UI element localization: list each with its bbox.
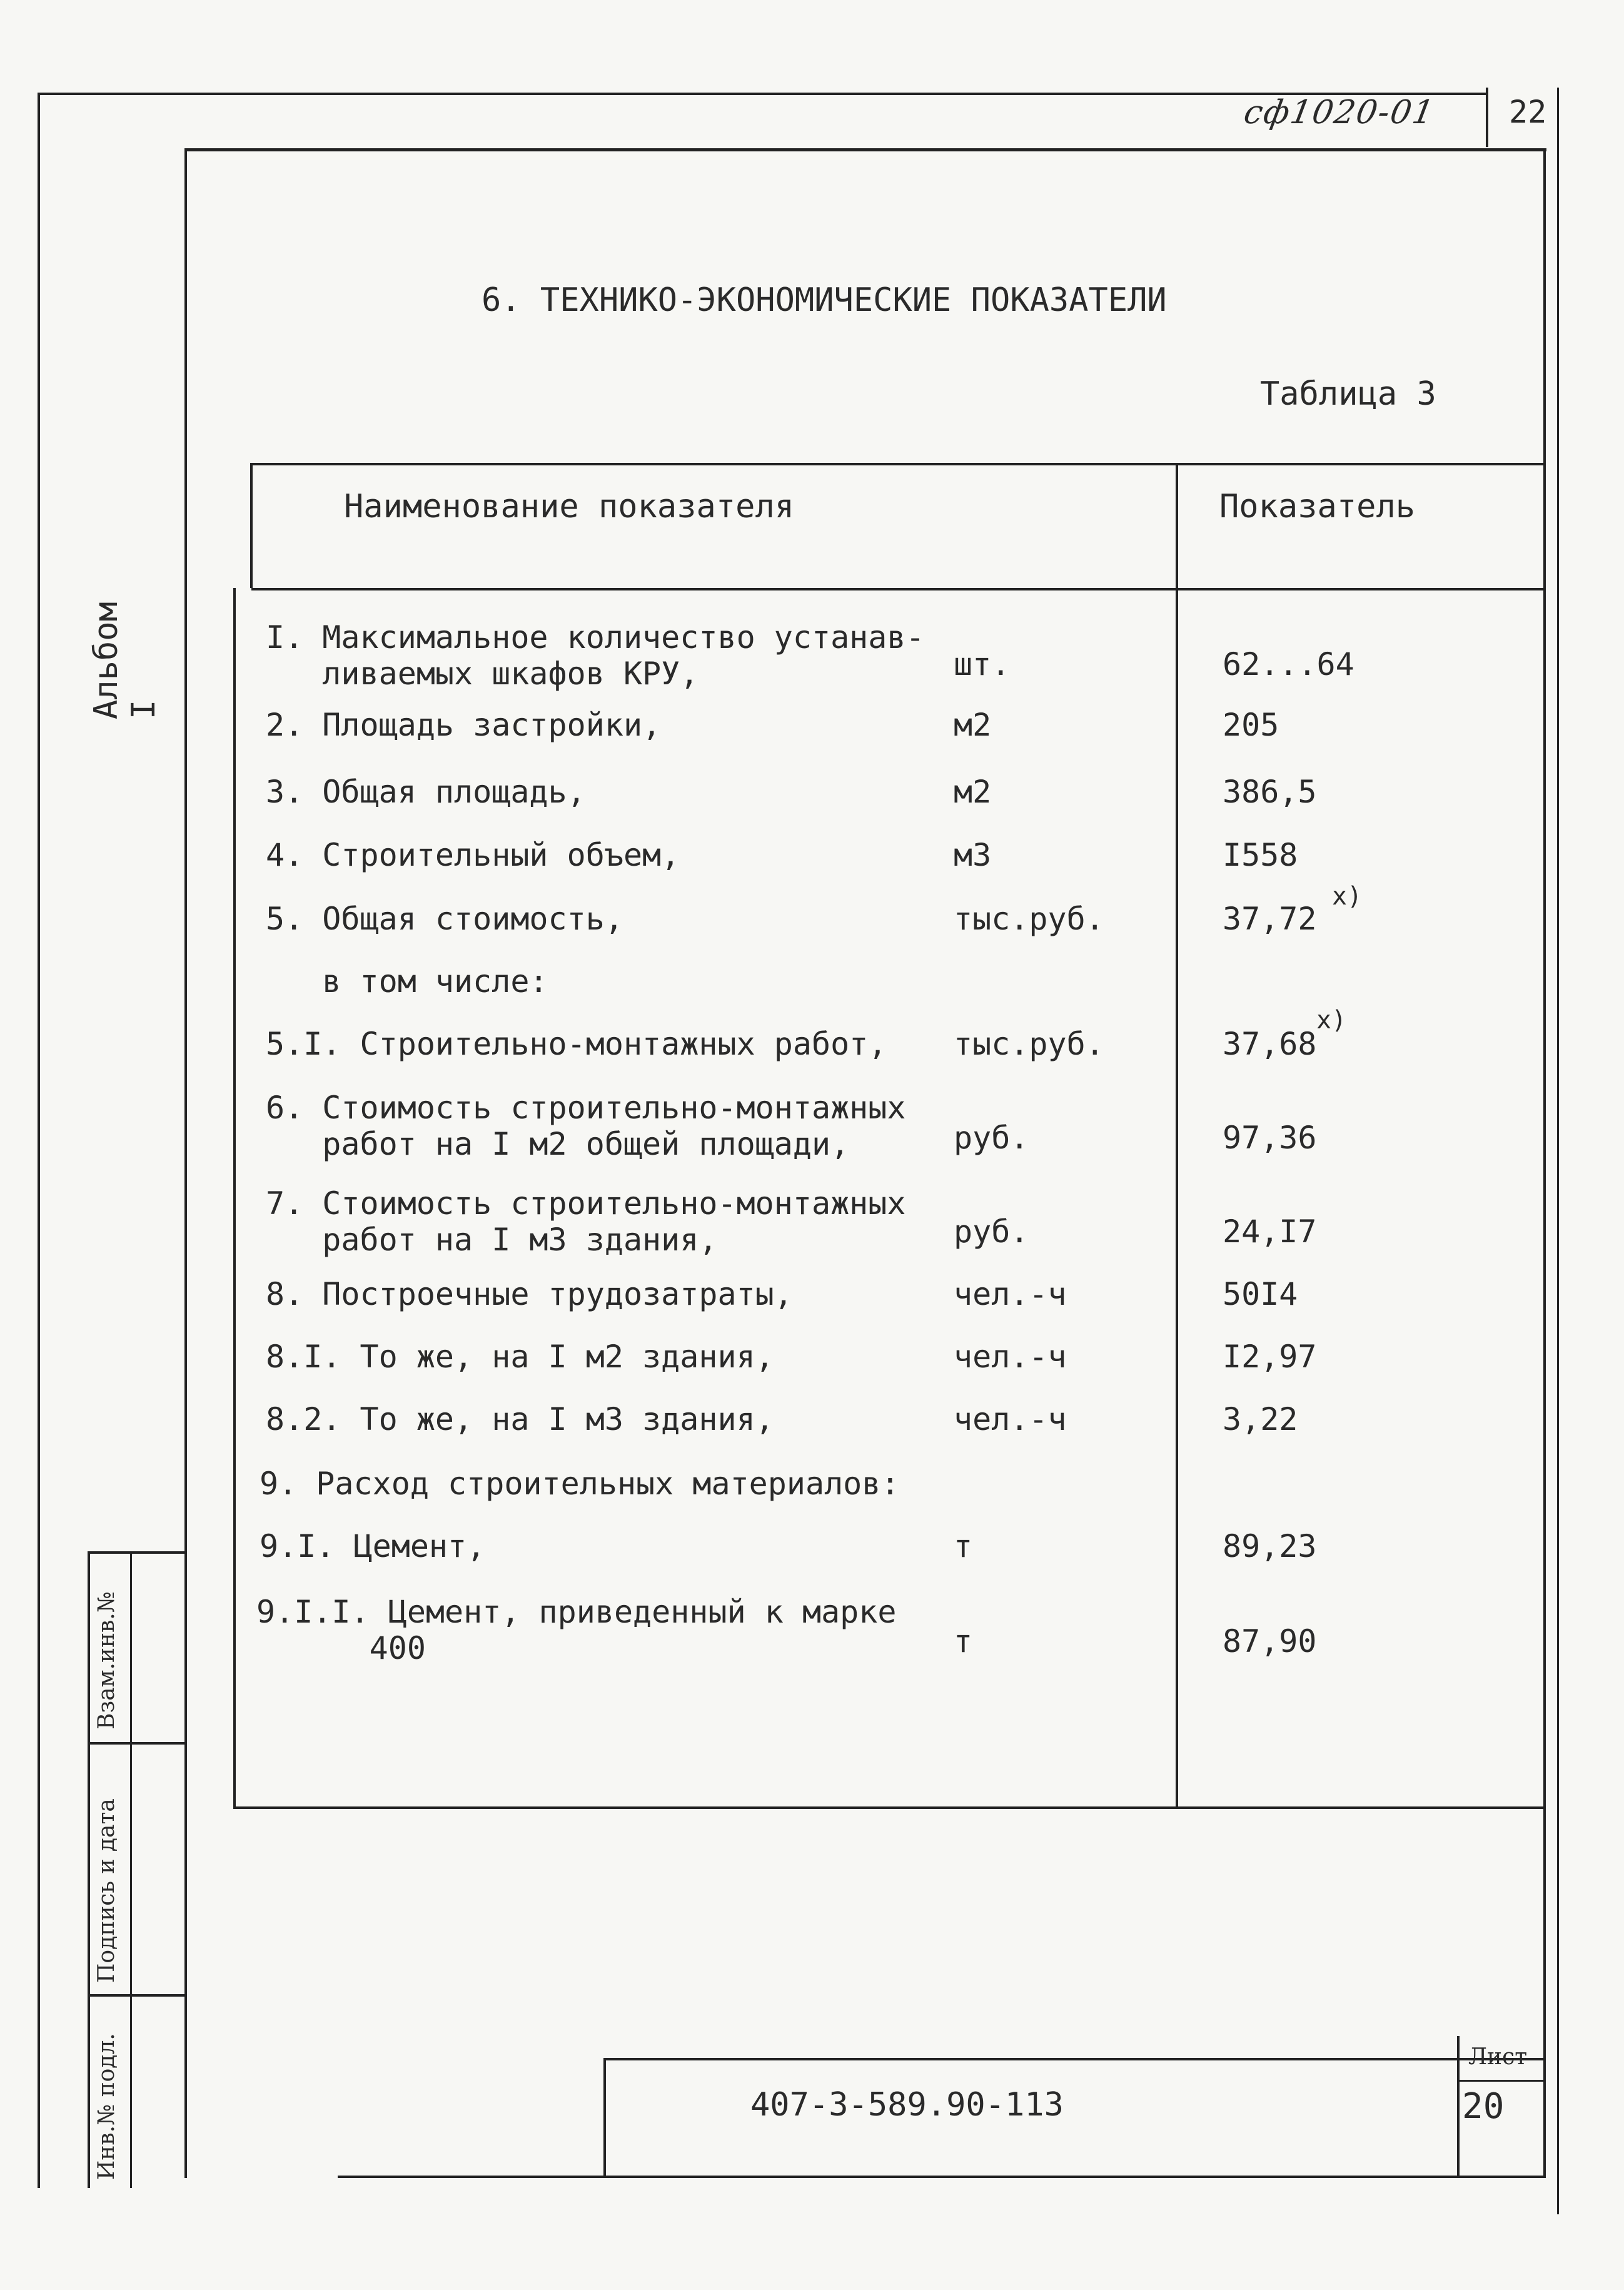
row-name: 9.I.I. Цемент, приведенный к марке 400 [256,1594,897,1666]
inner-frame-left [184,148,187,2178]
row-name: 9.I. Цемент, [260,1528,486,1564]
title-block-left [603,2058,606,2178]
table-bottom-border [233,1806,1543,1809]
table-header-divider [251,588,1543,590]
document-code-handwritten: сф1020-01 [1241,94,1438,131]
inner-frame-top [184,148,1546,151]
row-unit: руб. [954,1213,1029,1250]
stamp-box-left [88,1551,90,2188]
stamp-divider-2 [88,1994,184,1997]
row-name: 8. Построечные трудозатраты, [266,1276,793,1312]
row-unit: чел.-ч [954,1339,1067,1375]
row-name: 8.I. То же, на I м2 здания, [266,1339,774,1375]
document-designation: 407-3-589.90-113 [750,2086,1064,2124]
row-name: 9. Расход строительных материалов: [260,1466,900,1502]
row-value: 3,22 [1223,1401,1298,1437]
row-unit: т [954,1528,973,1564]
stamp-box-inner [130,1551,132,2188]
row-unit: тыс.руб. [954,1026,1104,1062]
stamp-label-signature-date: Подпись и дата [94,1798,119,1983]
table-label: Таблица 3 [1260,375,1436,413]
row-footnote-mark: x) [1316,1006,1347,1035]
album-label: Альбом I [88,602,163,719]
outer-frame-left [38,93,40,2188]
row-value: 62...64 [1223,646,1354,682]
page-number: 22 [1509,94,1547,130]
row-name: 5.I. Строительно-монтажных работ, [266,1026,887,1062]
row-value: 205 [1223,707,1279,743]
stamp-box-top [88,1551,184,1554]
row-unit: руб. [954,1120,1029,1156]
row-unit: чел.-ч [954,1276,1067,1312]
title-block-top [603,2058,1546,2060]
row-name: 6. Стоимость строительно-монтажных работ на I м2 общей площади, [266,1090,906,1162]
row-value: 50I4 [1223,1276,1298,1312]
inner-frame-bottom [338,2176,1546,2178]
row-unit: м2 [954,774,992,810]
row-value: 24,I7 [1223,1213,1317,1250]
table-left-border-body [233,588,236,1808]
row-name: I. Максимальное количество устанав- ливаемых шкафов КРУ, [266,619,925,692]
row-value: I558 [1223,837,1298,873]
row-value: 97,36 [1223,1120,1317,1156]
row-name: 4. Строительный объем, [266,837,680,873]
row-name: 3. Общая площадь, [266,774,586,810]
column-header-name: Наименование показателя [344,488,795,525]
stamp-label-original-inv: Инв.№ подл. [94,2033,119,2180]
row-unit: т [954,1623,973,1659]
row-name: 5. Общая стоимость, [266,901,623,937]
row-unit: тыс.руб. [954,901,1104,937]
row-value: I2,97 [1223,1339,1317,1375]
row-value: 386,5 [1223,774,1317,810]
inner-frame-right [1543,148,1546,2178]
right-edge-line [1557,88,1559,2214]
table-top-border [251,463,1543,465]
row-unit: шт. [954,646,1011,682]
row-value: 87,90 [1223,1623,1317,1659]
stamp-label-replacement-inv: Взам.инв.№ [94,1591,119,1730]
row-value: 37,68 [1223,1026,1317,1062]
table-left-border [250,463,253,588]
row-footnote-mark: x) [1332,882,1363,911]
sheet-number: 20 [1462,2086,1505,2127]
row-value: 37,72 [1223,901,1317,937]
title-block-sheet-header [1457,2080,1546,2082]
row-name: 7. Стоимость строительно-монтажных работ на I м3 здания, [266,1185,906,1258]
title-block-sheet-divider [1457,2036,1460,2178]
row-unit: чел.-ч [954,1401,1067,1437]
stamp-divider-1 [88,1742,184,1745]
sheet-label: Лист [1468,2044,1528,2070]
section-title: 6. ТЕХНИКО-ЭКОНОМИЧЕСКИЕ ПОКАЗАТЕЛИ [482,281,1167,319]
row-unit: м3 [954,837,992,873]
table-column-divider [1176,463,1178,1808]
row-name: 8.2. То же, на I м3 здания, [266,1401,774,1437]
row-value: 89,23 [1223,1528,1317,1564]
row-unit: м2 [954,707,992,743]
column-header-value: Показатель [1219,488,1416,525]
row-name: 2. Площадь застройки, [266,707,662,743]
header-divider [1486,88,1488,147]
row-name: в том числе: [266,963,548,1000]
